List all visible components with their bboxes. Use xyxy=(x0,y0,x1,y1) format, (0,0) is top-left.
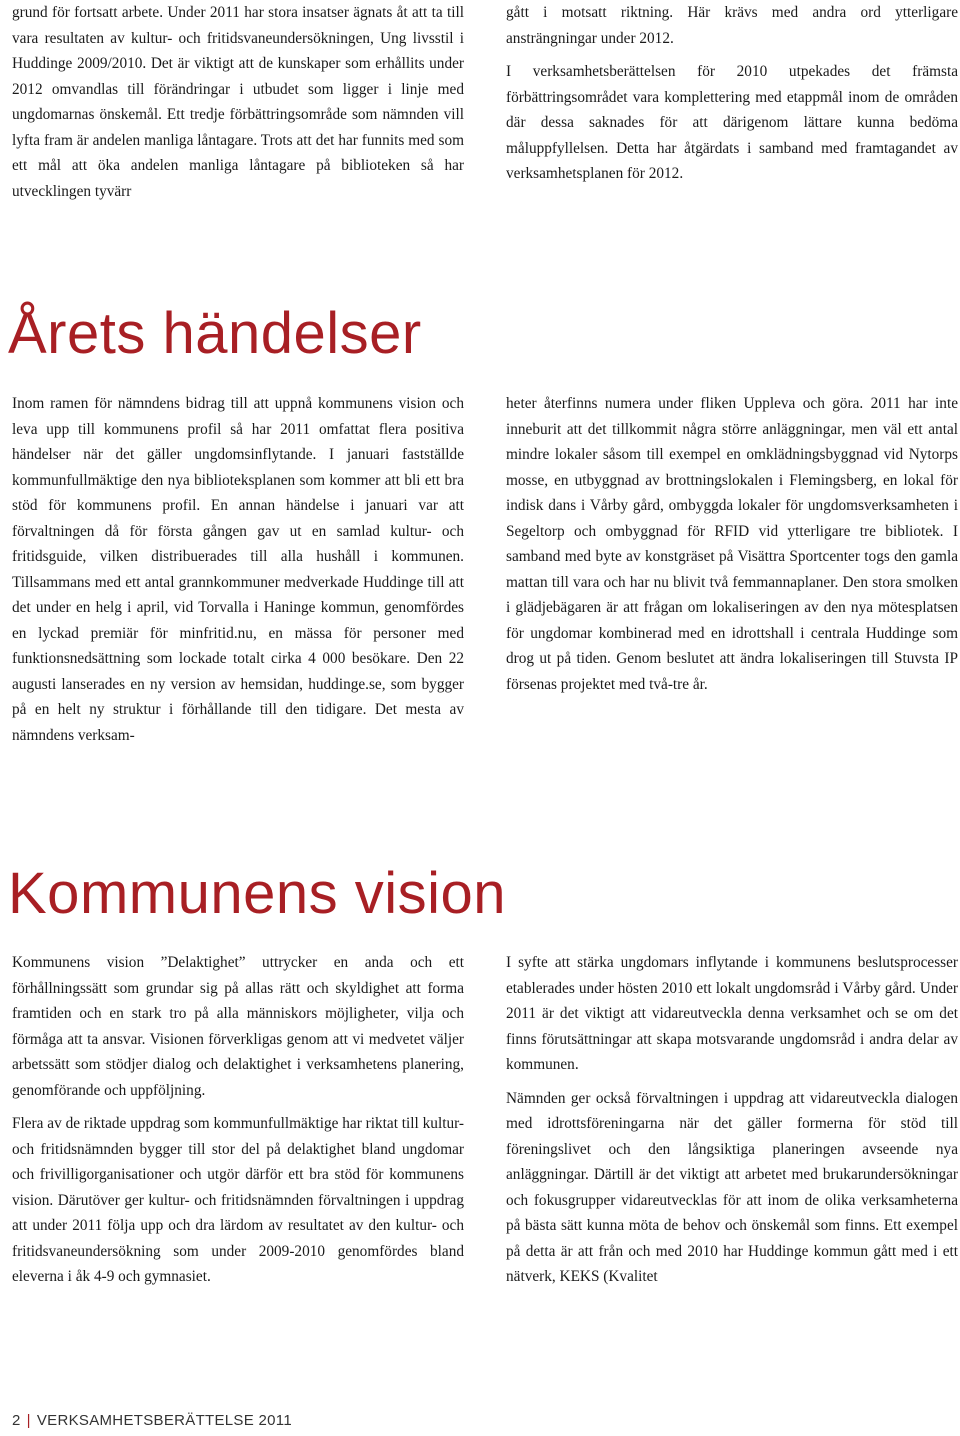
page-footer xyxy=(12,1411,292,1431)
events-right-paragraph: heter återfinns numera under fliken Uppleva och göra. 2011 har inte inneburit att det tillkommit några större anläggningar, men väl ett antal mindre lokaler såsom till exempel en omklädningsbyggnad vid Nytorps mosse, en utbyggnad av brottningslokalen i Flemingsberg, en lokal för indisk dans i Vårby gård, ombyggda lokaler för ungdomsverksamheten i Segeltorp och ombyggnad för RFID vid ytterligare tre bibliotek. I samband med byte av konstgräset på Visättra Sportcenter togs den gamla mattan till vara och har nu blivit två femmannaplaner. Den stora smolken i glädjebägaren är att frågan om lokaliseringen av den nya mötesplatsen för ungdomar kombinerad med en idrottshall i centrala Huddinge som drog ut på tiden. Genom beslutet att ändra lokaliseringen till Stuvsta IP försenas projektet med två-tre år. xyxy=(506,395,958,693)
vision-left-column xyxy=(12,950,464,1290)
events-right-column xyxy=(506,391,958,697)
intro-left-column xyxy=(12,0,464,204)
vision-left-paragraph-1: Kommunens vision ”Delaktighet” uttrycker en anda och ett förhållningssätt som grundar sig på allas rätt och skyldighet att forma framtiden och en stark tro på alla människors möjligheter, vilja och förmåga att ta ansvar. Visionen förverkligas genom att vi medvetet väljer arbetssätt som stödjer dialog och delaktighet i verksamhetens planering, genomförande och uppföljning. xyxy=(12,954,464,1099)
intro-left-paragraph: grund för fortsatt arbete. Under 2011 har stora insatser ägnats åt att ta till vara resultaten av kultur- och fritidsvaneundersökningen, Ung livsstil i Huddinge 2009/2010. Det är viktigt att de kunskaper som erhållits under 2012 omvandlas till förändringar i utbudet som ligger i linje med ungdomarnas önskemål. Ett tredje förbättringsområde som nämnden vill lyfta fram är andelen manliga låntagare. Trots att det har funnits med som ett mål att öka andelen manliga låntagare på biblioteken så har utvecklingen tyvärr xyxy=(12,4,464,200)
vision-right-paragraph-1: I syfte att stärka ungdomars inflytande i kommunens beslutsprocesser etablerades under hösten 2010 ett lokalt ungdomsråd i Vårby gård. Under 2011 är det viktigt att vidareutveckla denna verksamhet och se om det finns förutsättningar att skapa motsvarande ungdomsråd i andra delar av kommunen. xyxy=(506,954,958,1073)
footer-separator: | xyxy=(26,1412,31,1429)
intro-right-paragraph-1: gått i motsatt riktning. Här krävs med andra ord ytterligare ansträngningar under 2012. xyxy=(506,4,958,47)
intro-right-paragraph-2: I verksamhetsberättelsen för 2010 utpekades det främsta förbättringsområdet vara komplettering med etappmål inom de områden där dessa saknades för att därigenom lättare kunna bedöma måluppfyllelsen. Detta har åtgärdats i samband med framtagandet av verksamhetsplanen för 2012. xyxy=(506,63,958,182)
vision-right-paragraph-2: Nämnden ger också förvaltningen i uppdrag att vidareutveckla dialogen med idrottsföreningarna när det gäller formerna för stöd till föreningslivet och den långsiktiga planeringen avseende nya anläggningar. Därtill är det viktigt att arbetet med brukarundersökningar och fokusgrupper vidareutvecklas för att inom de olika verksamheterna på bästa sätt kunna möta de behov och önskemål som finns. Ett exempel på detta är att från och med 2010 har Huddinge kommun gått med i ett nätverk, KEKS (Kvalitet xyxy=(506,1089,958,1285)
events-left-column xyxy=(12,391,464,748)
page-number: 2 xyxy=(12,1412,21,1429)
section-heading-events: Årets händelser xyxy=(8,301,422,366)
vision-left-paragraph-2: Flera av de riktade uppdrag som kommunfullmäktige har riktat till kultur- och fritidsnämnden bygger till stor del på delaktighet bland ungdomar och frivilligorganisationer och utgör därför ett bra stöd för kommunens vision. Därutöver ger kultur- och fritidsnämnden förvaltningen i uppdrag att under 2011 följa upp och dra lärdom av resultatet av den kultur- och fritidsvaneundersökning som under 2009-2010 genomfördes bland eleverna i åk 4-9 och gymnasiet. xyxy=(12,1115,464,1285)
events-left-paragraph: Inom ramen för nämndens bidrag till att uppnå kommunens vision och leva upp till kommunens profil så har 2011 omfattat flera positiva händelser när det gäller ungdomsinflytande. I januari fastställde kommunfullmäktige den nya biblioteksplanen som kommer att bli ett bra stöd för kommunens profil. En annan händelse i januari var att förvaltningen då för första gången gav ut en samlad kultur- och fritidsguide, vilken distribuerades till alla hushåll i kommunen. Tillsammans med ett antal grannkommuner medverkade Huddinge till att det under en helg i april, vid Torvalla i Haninge kommun, genomfördes en lyckad premiär för minfritid.nu, en mässa för personer med funktionsnedsättning som lockade totalt cirka 4 000 besökare. Den 22 augusti lanserades en ny version av hemsidan, huddinge.se, som bygger på en helt ny struktur i förhållande till den tidigare. Det mesta av nämndens verksam- xyxy=(12,395,464,744)
vision-right-column xyxy=(506,950,958,1290)
section-heading-vision: Kommunens vision xyxy=(8,861,506,926)
footer-title: VERKSAMHETSBERÄTTELSE 2011 xyxy=(36,1412,292,1429)
intro-right-column xyxy=(506,0,958,187)
